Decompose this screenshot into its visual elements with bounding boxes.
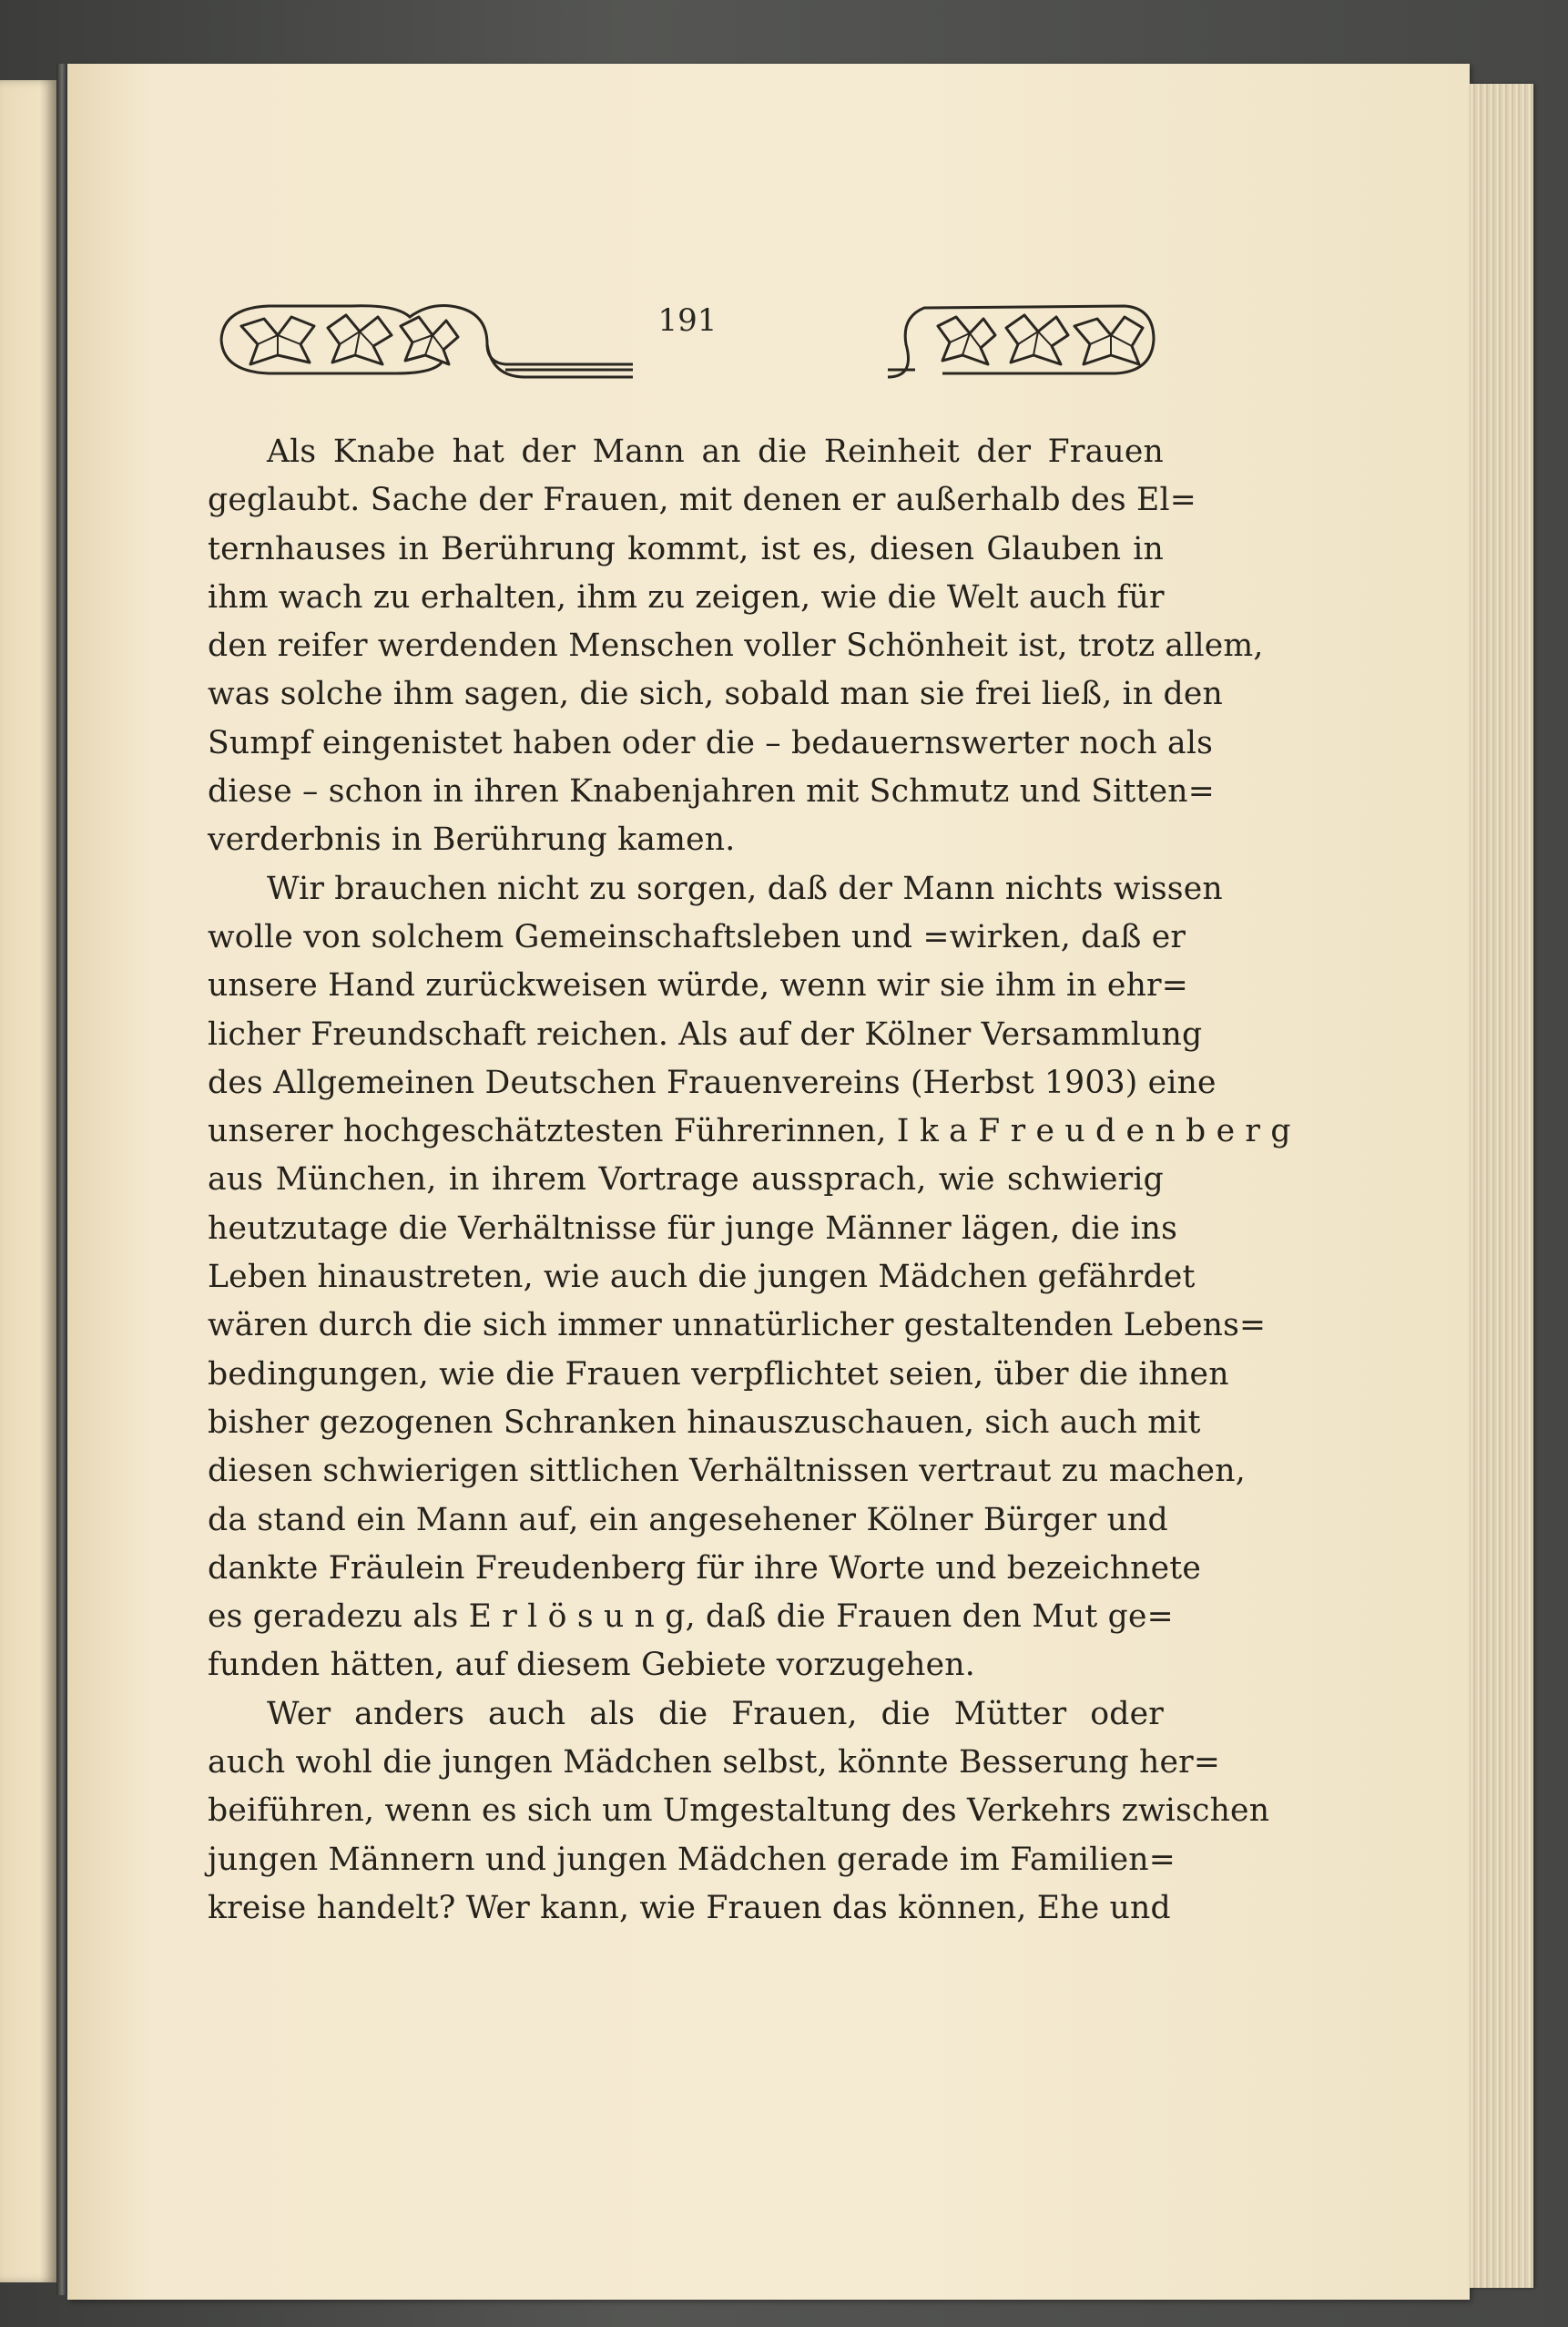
text-line: des Allgemeinen Deutschen Frauenvereins (Herbst 1903) eine xyxy=(208,1064,1217,1101)
page-header xyxy=(214,290,1161,390)
text-line: diese – schon in ihren Knabenjahren mit Schmutz und Sitten= xyxy=(208,773,1215,811)
text-line: auch wohl die jungen Mädchen selbst, könnte Besserung her= xyxy=(208,1744,1221,1781)
body-text xyxy=(208,428,1291,1933)
text-line: diesen schwierigen sittlichen Verhältnissen vertraut zu machen, xyxy=(208,1453,1246,1490)
text-line: ternhauses in Berührung kommt, ist es, diesen Glauben in xyxy=(208,530,1164,567)
ivy-ornament-right-icon xyxy=(888,290,1161,390)
page-number: 191 xyxy=(657,302,718,339)
page-edges xyxy=(1470,84,1533,2288)
text-line: Sumpf eingenistet haben oder die – bedauernswerter noch als xyxy=(208,724,1214,761)
text-line: funden hätten, auf diesem Gebiete vorzugehen. xyxy=(208,1647,975,1684)
text-line: wären durch die sich immer unnatürlicher gestaltenden Lebens= xyxy=(208,1307,1267,1344)
text-line: aus München, in ihrem Vortrage aussprach, wie schwierig xyxy=(208,1161,1164,1199)
text-line: Als Knabe hat der Mann an die Reinheit der Frauen xyxy=(267,434,1164,470)
text-line: verderbnis in Berührung kamen. xyxy=(208,822,736,859)
text-line: beiführen, wenn es sich um Umgestaltung des Verkehrs zwischen xyxy=(208,1792,1270,1830)
text-line: heutzutage die Verhältnisse für junge Männer lägen, die ins xyxy=(208,1209,1178,1247)
text-line: bisher gezogenen Schranken hinauszuschauen, sich auch mit xyxy=(208,1403,1201,1441)
text-line: wolle von solchem Gemeinschaftsleben und =wirken, daß er xyxy=(208,918,1186,955)
facing-page-edge xyxy=(0,80,56,2282)
text-line: was solche ihm sagen, die sich, sobald man sie frei ließ, in den xyxy=(208,676,1223,713)
text-line: kreise handelt? Wer kann, wie Frauen das können, Ehe und xyxy=(208,1889,1171,1926)
text-line: dankte Fräulein Freudenberg für ihre Worte und bezeichnete xyxy=(208,1549,1202,1587)
text-line: Leben hinaustreten, wie auch die jungen Mädchen gefährdet xyxy=(208,1259,1196,1296)
ivy-ornament-left-icon xyxy=(214,290,633,390)
book-gutter xyxy=(56,64,67,2295)
text-line: bedingungen, wie die Frauen verpflichtet seien, über die ihnen xyxy=(208,1355,1229,1393)
text-line: Wir brauchen nicht zu sorgen, daß der Mann nichts wissen xyxy=(267,870,1223,907)
text-line: den reifer werdenden Menschen voller Schönheit ist, trotz allem, xyxy=(208,628,1264,665)
text-line: unserer hochgeschätztesten Führerinnen, I k a F r e u d e n b e r g xyxy=(208,1113,1291,1150)
paragraph xyxy=(208,865,1291,1690)
text-line: geglaubt. Sache der Frauen, mit denen er außerhalb des El= xyxy=(208,482,1196,519)
text-line: licher Freundschaft reichen. Als auf der Kölner Versammlung xyxy=(208,1016,1203,1053)
text-line: es geradezu als E r l ö s u n g, daß die Frauen den Mut ge= xyxy=(208,1598,1174,1636)
text-line: Wer anders auch als die Frauen, die Mütter oder xyxy=(267,1695,1164,1732)
text-line: ihm wach zu erhalten, ihm zu zeigen, wie die Welt auch für xyxy=(208,578,1165,616)
text-line: jungen Männern und jungen Mädchen gerade im Familien= xyxy=(208,1841,1176,1878)
paragraph xyxy=(208,1690,1270,1933)
text-line: da stand ein Mann auf, ein angesehener Kölner Bürger und xyxy=(208,1501,1168,1538)
paragraph xyxy=(208,428,1264,865)
text-line: unsere Hand zurückweisen würde, wenn wir sie ihm in ehr= xyxy=(208,967,1188,1005)
